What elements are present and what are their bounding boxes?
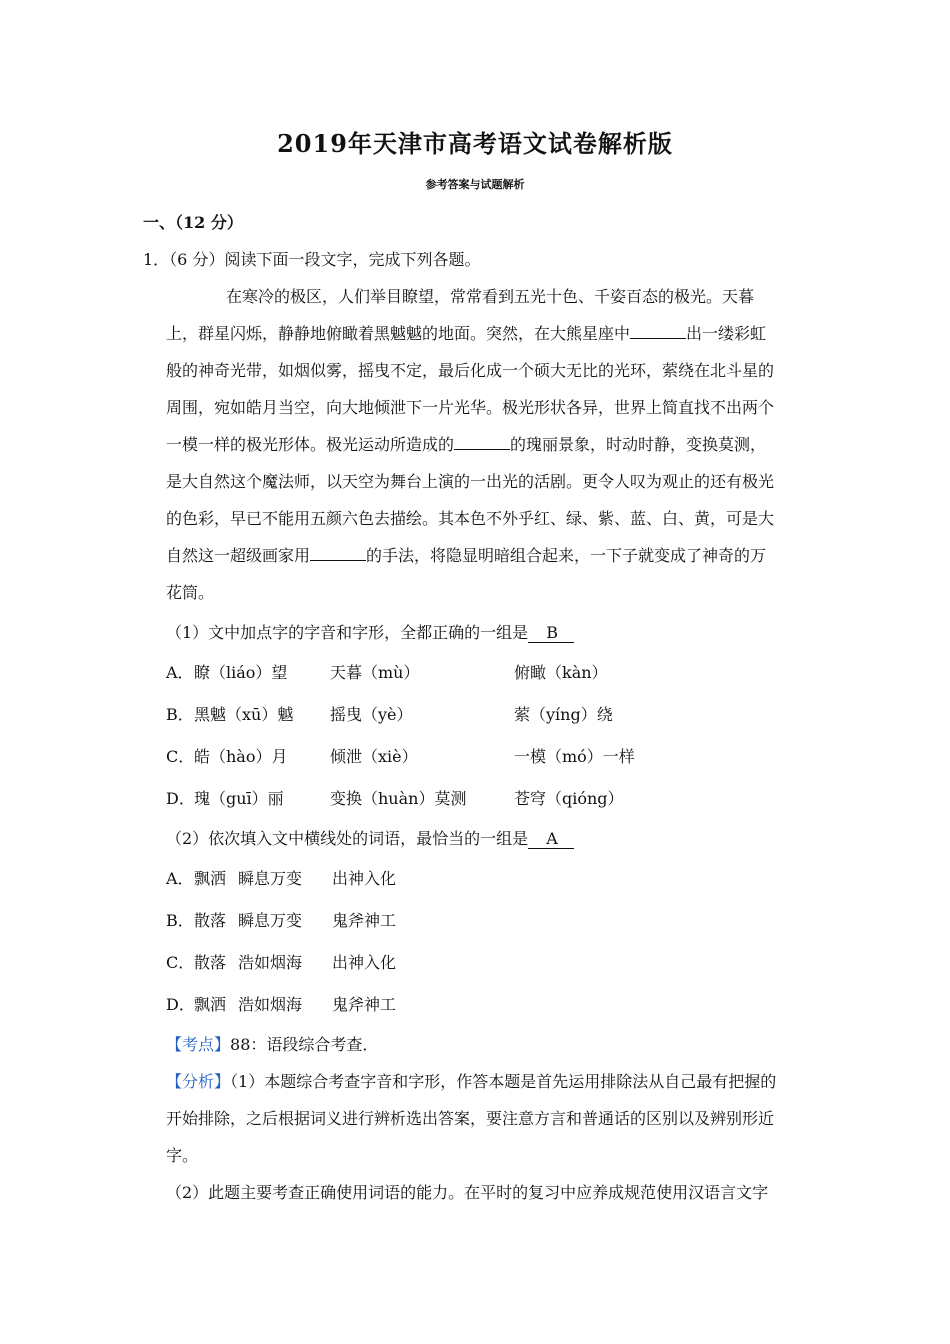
passage-line-7: 的色彩，早已不能用五颜六色去描绘。其本色不外乎红、绿、紫、蓝、白、黄，可是大 xyxy=(166,509,775,528)
option-letter: D． xyxy=(166,995,195,1014)
passage-text: 的瑰丽景象，时动时静，变换莫测， xyxy=(510,435,767,454)
option-item: 飘洒 xyxy=(194,995,227,1014)
option-item: 出神入化 xyxy=(332,953,397,972)
page-title: 2019年天津市高考语文试卷解析版 xyxy=(277,129,673,158)
sub2-option-c xyxy=(166,953,566,973)
option-item: 鬼斧神工 xyxy=(332,911,397,930)
option-item: 瞭（liáo）望 xyxy=(194,663,288,682)
option-letter: C． xyxy=(166,953,195,972)
option-letter: C． xyxy=(166,747,195,766)
passage-line-4: 周围，宛如皓月当空，向大地倾泄下一片光华。极光形状各异，世界上简直找不出两个 xyxy=(166,398,775,417)
page-subtitle: 参考答案与试题解析 xyxy=(425,178,525,191)
passage-text: 自然这一超级画家用 xyxy=(166,546,311,565)
option-item: 变换（huàn）莫测 xyxy=(330,789,467,808)
answer-2: A xyxy=(528,830,574,849)
sub1-option-b xyxy=(166,705,766,725)
section-label: 一、（12 分） xyxy=(143,213,243,232)
fill-blank-2 xyxy=(454,435,510,450)
option-item: 皓（hào）月 xyxy=(194,747,288,766)
option-item: 天暮（mù） xyxy=(330,663,420,682)
option-letter: B． xyxy=(166,705,194,724)
sub1-option-a xyxy=(166,663,766,683)
fill-blank-1 xyxy=(630,324,686,339)
option-letter: D． xyxy=(166,789,195,808)
fill-blank-3 xyxy=(310,546,366,561)
option-item: 出神入化 xyxy=(332,869,397,888)
option-item: 浩如烟海 xyxy=(238,995,303,1014)
subquestion-1-prompt xyxy=(166,623,574,643)
prompt-text: （1）文中加点字的字音和字形，全都正确的一组是 xyxy=(166,623,529,642)
option-item: 飘洒 xyxy=(194,869,227,888)
passage-line-5 xyxy=(166,435,766,455)
sub2-option-b xyxy=(166,911,566,931)
passage-text: 上，群星闪烁，静静地俯瞰着黑魆魆的地面。突然，在大熊星座中 xyxy=(166,324,631,343)
kaodian-text: 88：语段综合考查． xyxy=(230,1035,379,1054)
option-item: 一模（mó）一样 xyxy=(514,747,635,766)
passage-text: 一模一样的极光形体。极光运动所造成的 xyxy=(166,435,455,454)
kaodian-tag: 【考点】 xyxy=(166,1035,231,1054)
passage-line-6: 是大自然这个魔法师，以天空为舞台上演的一出光的活剧。更令人叹为观止的还有极光 xyxy=(166,472,775,491)
option-item: 瞬息万变 xyxy=(238,911,303,930)
answer-1: B xyxy=(528,624,574,643)
option-item: 苍穹（qióng） xyxy=(514,789,624,808)
kaodian-line xyxy=(166,1035,378,1055)
option-item: 黑魆（xū）魆 xyxy=(194,705,294,724)
fenxi-line-1 xyxy=(166,1072,776,1092)
sub1-option-c xyxy=(166,747,766,767)
option-item: 萦（yíng）绕 xyxy=(514,705,613,724)
fenxi-line-3: 字。 xyxy=(166,1146,199,1165)
passage-line-2 xyxy=(166,324,766,344)
option-item: 摇曳（yè） xyxy=(330,705,413,724)
passage-text: 出一缕彩虹 xyxy=(686,324,767,343)
passage-line-9: 花筒。 xyxy=(166,583,215,602)
option-letter: B． xyxy=(166,911,194,930)
option-item: 鬼斧神工 xyxy=(332,995,397,1014)
question-stem: 1．（6 分）阅读下面一段文字，完成下列各题。 xyxy=(143,250,481,269)
fenxi-line-4: （2）此题主要考查正确使用词语的能力。在平时的复习中应养成规范使用汉语言文字 xyxy=(166,1183,769,1202)
sub1-option-d xyxy=(166,789,766,809)
sub2-option-d xyxy=(166,995,566,1015)
passage-line-3: 般的神奇光带，如烟似雾，摇曳不定，最后化成一个硕大无比的光环，萦绕在北斗星的 xyxy=(166,361,775,380)
subquestion-2-prompt xyxy=(166,829,574,849)
option-item: 散落 xyxy=(194,911,227,930)
fenxi-text: （1）本题综合考查字音和字形，作答本题是首先运用排除法从自己最有把握的 xyxy=(230,1072,777,1091)
option-letter: A． xyxy=(166,663,194,682)
passage-line-8 xyxy=(166,546,766,566)
option-item: 瞬息万变 xyxy=(238,869,303,888)
option-item: 散落 xyxy=(194,953,227,972)
prompt-text: （2）依次填入文中横线处的词语，最恰当的一组是 xyxy=(166,829,529,848)
fenxi-line-2: 开始排除，之后根据词义进行辨析选出答案，要注意方言和普通话的区别以及辨别形近 xyxy=(166,1109,775,1128)
passage-text: 的手法，将隐显明暗组合起来，一下子就变成了神奇的万 xyxy=(366,546,767,565)
option-letter: A． xyxy=(166,869,194,888)
option-item: 瑰（guī）丽 xyxy=(194,789,284,808)
fenxi-tag: 【分析】 xyxy=(166,1072,231,1091)
option-item: 倾泄（xiè） xyxy=(330,747,418,766)
option-item: 浩如烟海 xyxy=(238,953,303,972)
sub2-option-a xyxy=(166,869,566,889)
passage-line-1: 在寒冷的极区，人们举目瞭望，常常看到五光十色、千姿百态的极光。天暮 xyxy=(226,287,755,306)
option-item: 俯瞰（kàn） xyxy=(514,663,608,682)
